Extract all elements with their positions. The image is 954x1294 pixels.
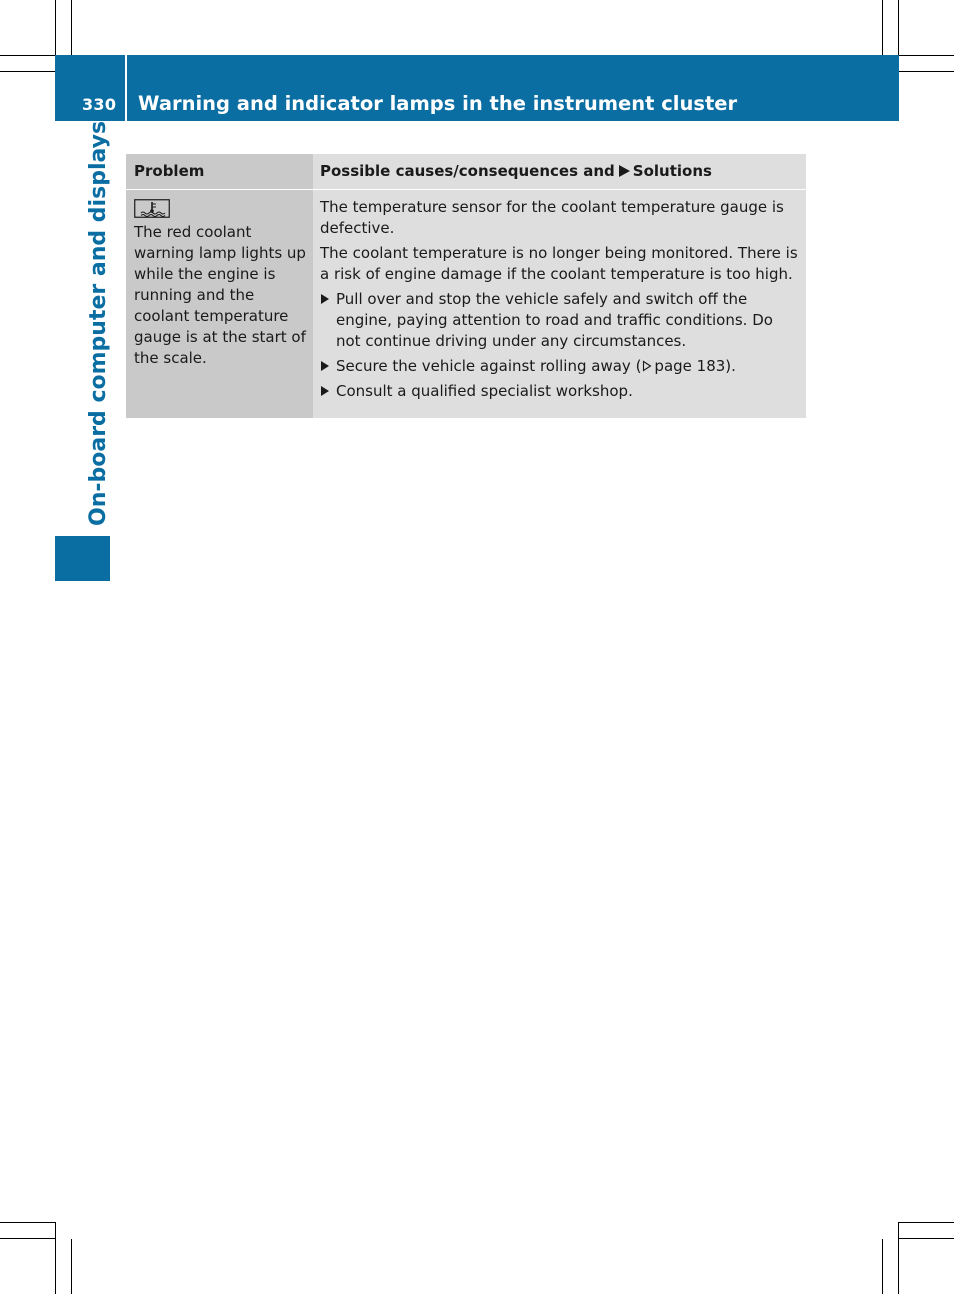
step-arrow-icon (321, 361, 329, 371)
header-divider (125, 55, 127, 121)
solution-step (320, 356, 800, 377)
page-reference-icon (642, 360, 652, 372)
cause-paragraph: The temperature sensor for the coolant temperature gauge is defective. (320, 198, 784, 237)
causes-cell (313, 190, 806, 418)
section-side-title: On-board computer and displays (86, 120, 111, 526)
crop-mark (899, 55, 954, 56)
problem-cell (126, 190, 313, 418)
solution-step (320, 289, 800, 352)
page-header (55, 55, 899, 121)
crop-mark (882, 1239, 883, 1294)
crop-mark (0, 1222, 55, 1223)
table-header (126, 154, 806, 189)
column-header-causes-text: Possible causes/consequences and (320, 162, 615, 180)
section-tab-marker (55, 536, 110, 581)
crop-mark (898, 0, 899, 55)
crop-mark (71, 0, 72, 55)
step-arrow-icon (321, 386, 329, 396)
crop-mark (55, 1222, 56, 1294)
consequence-paragraph: The coolant temperature is no longer being monitored. There is a risk of engine damage if the coolant temperature is too high. (320, 244, 798, 283)
column-header-solutions-text: Solutions (632, 162, 712, 180)
problem-description: The red coolant warning lamp lights up while the engine is running and the coolant temperature gauge is at the start of the scale. (134, 223, 306, 367)
step-arrow-icon (321, 294, 329, 304)
crop-mark (882, 0, 883, 55)
crop-mark (0, 1238, 55, 1239)
problem-solution-table (126, 154, 806, 418)
crop-mark (71, 1239, 72, 1294)
page-reference-link[interactable]: page 183). (654, 357, 736, 375)
crop-mark (899, 1222, 954, 1223)
column-header-causes (313, 154, 806, 189)
solution-step-text: Secure the vehicle against rolling away ( (336, 357, 642, 375)
solution-step-text: Consult a qualified specialist workshop. (336, 382, 633, 400)
crop-mark (899, 1238, 954, 1239)
coolant-temperature-icon (134, 199, 170, 218)
crop-mark (898, 1222, 899, 1294)
solution-step-text: Pull over and stop the vehicle safely and switch off the engine, paying attention to road and traffic conditions. Do not continue driving under any circumstances. (336, 290, 773, 350)
crop-mark (0, 55, 55, 56)
crop-mark (0, 71, 55, 72)
solution-step (320, 381, 800, 402)
arrow-right-icon (619, 165, 630, 177)
crop-mark (55, 0, 56, 55)
crop-mark (899, 71, 954, 72)
column-header-problem: Problem (126, 154, 313, 189)
page-number: 330 (82, 95, 117, 114)
table-row (126, 189, 806, 418)
page-title: Warning and indicator lamps in the instrument cluster (138, 92, 738, 115)
